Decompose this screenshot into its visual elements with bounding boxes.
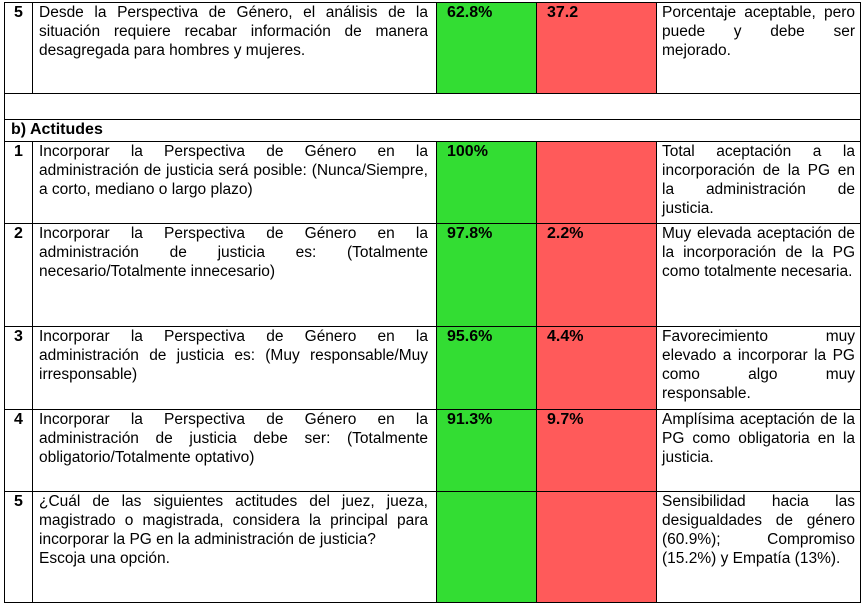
question-instruction: Escoja una opción. [39,550,170,567]
item-comment: Sensibilidad hacia las desigualdades de género (60.9%); Compromiso (15.2%) y Empatía (13%). [657,492,861,603]
item-comment: Favorecimiento muy elevado a incorporar la PG como algo muy responsable. [657,327,861,410]
spacer-row [5,94,861,120]
item-question: Incorporar la Perspectiva de Género en la administración de justicia es: (Muy responsable/Muy irresponsable) [33,327,437,410]
question-text: ¿Cuál de las siguientes actitudes del juez, jueza, magistrado o magistrada, considera la principal para incorporar la PG en la administración de justicia? [39,493,428,548]
favorable-percentage: 95.6% [437,327,537,410]
item-question: Incorporar la Perspectiva de Género en la administración de justicia debe ser: (Totalmente obligatorio/Totalmente optativo) [33,410,437,492]
table-row [5,224,861,327]
item-comment: Muy elevada aceptación de la incorporación de la PG como totalmente necesaria. [657,224,861,327]
item-comment: Total aceptación a la incorporación de la PG en la administración de justicia. [657,142,861,224]
item-question: Desde la Perspectiva de Género, el análisis de la situación requiere recabar información de manera desagregada para hombres y mujeres. [33,3,437,94]
item-number: 2 [5,224,33,327]
survey-results-table [4,2,861,603]
unfavorable-percentage: 2.2% [537,224,657,327]
unfavorable-percentage [537,142,657,224]
favorable-percentage: 91.3% [437,410,537,492]
section-title: b) Actitudes [5,120,861,142]
item-number: 4 [5,410,33,492]
table-row [5,142,861,224]
section-header-row [5,120,861,142]
unfavorable-percentage: 37.2 [537,3,657,94]
unfavorable-percentage: 4.4% [537,327,657,410]
item-comment: Amplísima aceptación de la PG como obligatoria en la justicia. [657,410,861,492]
favorable-percentage [437,492,537,603]
table-row [5,410,861,492]
item-question: Incorporar la Perspectiva de Género en la administración de justicia será posible: (Nunca/Siempre, a corto, mediano o largo plazo) [33,142,437,224]
item-number: 3 [5,327,33,410]
item-number: 1 [5,142,33,224]
unfavorable-percentage: 9.7% [537,410,657,492]
unfavorable-percentage [537,492,657,603]
item-question: Incorporar la Perspectiva de Género en la administración de justicia es: (Totalmente necesario/Totalmente innecesario) [33,224,437,327]
favorable-percentage: 100% [437,142,537,224]
favorable-percentage: 97.8% [437,224,537,327]
table-row [5,492,861,603]
item-number: 5 [5,492,33,603]
item-question [33,492,437,603]
item-number: 5 [5,3,33,94]
table-row [5,3,861,94]
favorable-percentage: 62.8% [437,3,537,94]
item-comment: Porcentaje aceptable, pero puede y debe ser mejorado. [657,3,861,94]
table-row [5,327,861,410]
